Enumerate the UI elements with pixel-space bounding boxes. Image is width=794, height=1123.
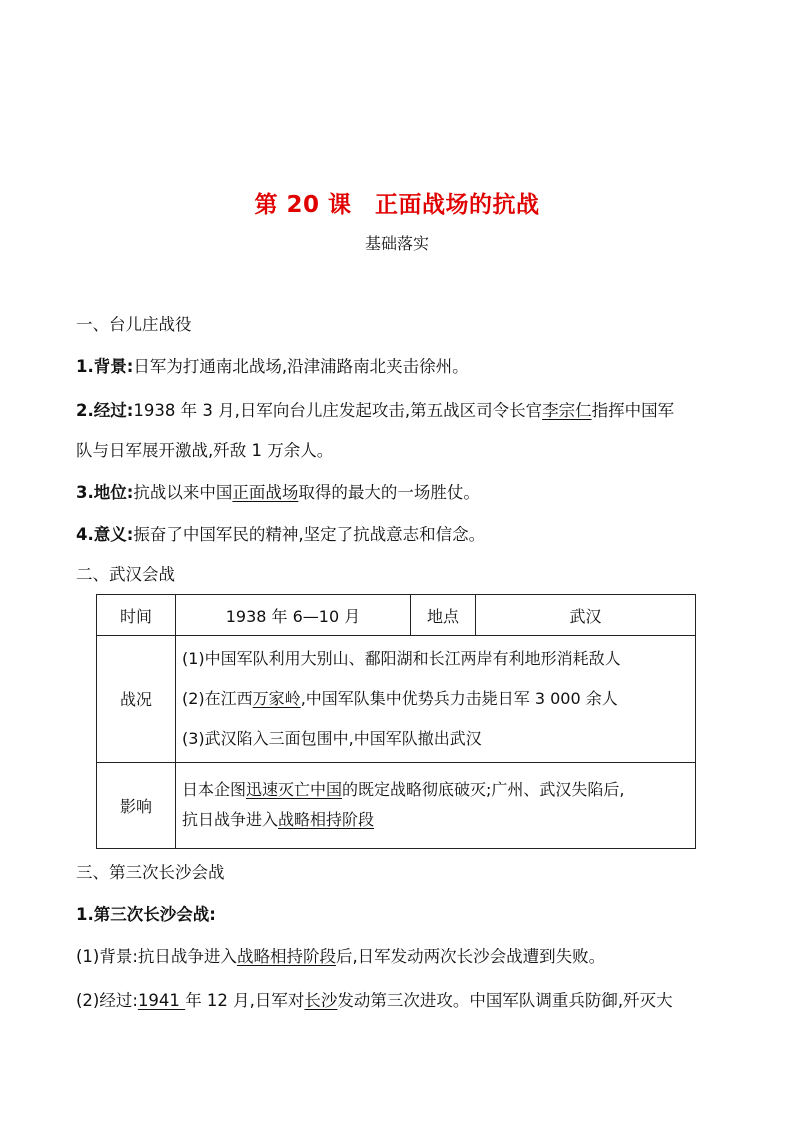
impact-line-2 [182, 805, 689, 835]
section-heading-changsha: 三、第三次长沙会战 [76, 863, 225, 882]
cell-time-label: 时间 [97, 595, 176, 636]
text-status-1: 抗战以来中国 [133, 483, 233, 502]
cell-situation-label: 战况 [97, 636, 176, 762]
impact-1-text-1: 日本企图 [182, 780, 247, 800]
page-title: 第 20 课 正面战场的抗战 [254, 192, 540, 218]
paragraph-process-cont: 队与日军展开激战,歼敌 1 万余人。 [76, 441, 334, 460]
label-significance: 4.意义: [76, 525, 134, 544]
section-heading-taierzhuang: 一、台儿庄战役 [76, 315, 192, 334]
answer-wanjialing: 万家岭 [252, 688, 301, 708]
page-subtitle: 基础落实 [364, 234, 429, 253]
cell-time-value: 1938 年 6—10 月 [176, 595, 411, 636]
paragraph-status [76, 482, 726, 504]
paragraph-process [76, 400, 726, 422]
sub-heading-changsha: 1.第三次长沙会战: [76, 905, 216, 924]
paragraph-changsha-process [76, 990, 726, 1012]
situation-2-text-1: (2)在江西 [182, 688, 253, 708]
cell-place-label: 地点 [411, 595, 476, 636]
cs-bg-text-2: 后,日军发动两次长沙会战遭到失败。 [335, 947, 606, 966]
label-background: 1.背景: [76, 357, 134, 376]
impact-2-text-1: 抗日战争进入 [182, 810, 279, 830]
text-process-2: 指挥中国军 [591, 401, 675, 420]
impact-1-text-2: 的既定战略彻底破灭;广州、武汉失陷后, [342, 780, 625, 800]
paragraph-changsha-background [76, 946, 726, 968]
label-process: 2.经过: [76, 401, 134, 420]
answer-stalemate-stage-2: 战略相持阶段 [236, 947, 336, 966]
cs-proc-text-3: 发动第三次进攻。中国军队调重兵防御,歼灭大 [337, 991, 673, 1010]
paragraph-background [76, 356, 726, 378]
cell-situation-content [176, 636, 696, 762]
answer-li-zongren: 李宗仁 [542, 401, 592, 420]
answer-quick-conquest: 迅速灭亡中国 [246, 780, 343, 800]
cs-bg-text-1: (1)背景:抗日战争进入 [76, 947, 237, 966]
section-heading-wuhan: 二、武汉会战 [76, 565, 175, 584]
situation-2-text-2: ,中国军队集中优势兵力击毙日军 3 000 余人 [300, 688, 618, 708]
text-status-2: 取得的最大的一场胜仗。 [298, 483, 480, 502]
cell-impact-label: 影响 [97, 762, 176, 848]
cs-proc-text-2: 年 12 月,日军对 [185, 991, 305, 1010]
situation-line-2 [182, 679, 689, 719]
cell-place-value: 武汉 [476, 595, 696, 636]
answer-front-battlefield: 正面战场 [232, 483, 299, 502]
situation-line-3: (3)武汉陷入三面包围中,中国军队撤出武汉 [182, 728, 482, 748]
cs-proc-text-1: (2)经过: [76, 991, 138, 1010]
answer-stalemate-stage: 战略相持阶段 [278, 810, 375, 830]
answer-year-1941: 1941 [137, 991, 186, 1010]
paragraph-significance [76, 524, 726, 546]
label-status: 3.地位: [76, 483, 134, 502]
text-process-1: 1938 年 3 月,日军向台儿庄发起攻击,第五战区司令长官 [133, 401, 543, 420]
text-significance: 振奋了中国军民的精神,坚定了抗战意志和信念。 [133, 525, 486, 544]
cell-impact-content [176, 762, 696, 848]
answer-changsha: 长沙 [304, 991, 338, 1010]
wuhan-battle-table [96, 594, 696, 849]
situation-line-1: (1)中国军队利用大别山、鄱阳湖和长江两岸有利地形消耗敌人 [182, 648, 621, 668]
text-background: 日军为打通南北战场,沿津浦路南北夹击徐州。 [133, 357, 469, 376]
impact-line-1 [182, 775, 689, 805]
